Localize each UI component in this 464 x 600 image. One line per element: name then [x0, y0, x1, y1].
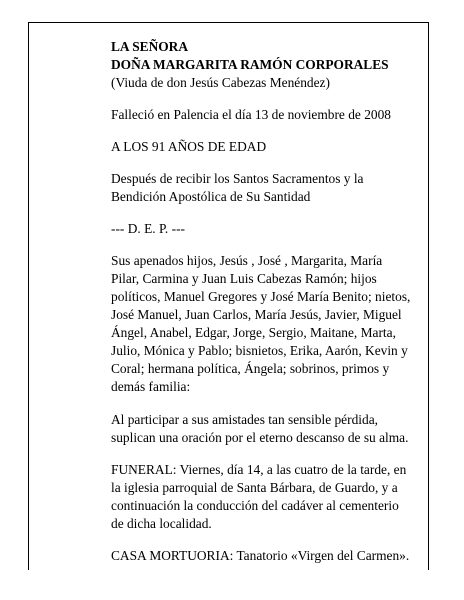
family-line: demás familia: — [111, 379, 191, 394]
family-line: Coral; hermana política, Ángela; sobrinos, primos y — [111, 361, 390, 376]
age-block — [111, 138, 427, 156]
message-line-2: suplican una oración por el eterno descanso de su alma. — [111, 430, 409, 445]
family-line: Ángel, Anabel, Edgar, Jorge, Sergio, Maitane, Marta, — [111, 325, 396, 340]
funeral-line: de dicha localidad. — [111, 516, 212, 531]
widow-note: (Viuda de don Jesús Cabezas Menéndez) — [111, 75, 330, 90]
message-line-1: Al participar a sus amistades tan sensible pérdida, — [111, 412, 378, 427]
mortuary-text: CASA MORTUORIA: Tanatorio «Virgen del Carmen». — [111, 548, 410, 563]
family-line: Pilar, Carmina y Juan Luis Cabezas Ramón; hijos — [111, 271, 377, 286]
family-line: Sus apenados hijos, Jesús , José , Margarita, María — [111, 253, 383, 268]
family-line: Julio, Mónica y Pablo; bisnietos, Erika, Aarón, Kevin y — [111, 343, 408, 358]
funeral-line: continuación la conducción del cadáver al cementerio — [111, 498, 399, 513]
funeral-block — [111, 461, 427, 533]
mortuary-block — [111, 547, 427, 565]
funeral-line: FUNERAL: Viernes, día 14, a las cuatro de la tarde, en — [111, 462, 407, 477]
header-block — [111, 38, 427, 92]
family-line: José Manuel, Juan Carlos, María Jesús, Javier, Miguel — [111, 307, 402, 322]
family-line: políticos, Manuel Gregores y José María Benito; nietos, — [111, 289, 411, 304]
sacraments-line-2: Bendición Apostólica de Su Santidad — [111, 189, 311, 204]
deceased-name: DOÑA MARGARITA RAMÓN CORPORALES — [111, 57, 389, 72]
dep-text: --- D. E. P. --- — [111, 221, 186, 236]
title-line: LA SEÑORA — [111, 39, 189, 54]
family-block — [111, 252, 427, 396]
dep-block — [111, 220, 427, 238]
sacraments-block — [111, 170, 427, 206]
sacraments-line-1: Después de recibir los Santos Sacramentos y la — [111, 171, 364, 186]
death-date-text: Falleció en Palencia el día 13 de noviembre de 2008 — [111, 107, 391, 122]
message-block — [111, 411, 427, 447]
death-block — [111, 106, 427, 124]
funeral-line: la iglesia parroquial de Santa Bárbara, de Guardo, y a — [111, 480, 398, 495]
obituary-content — [111, 38, 427, 579]
age-text: A LOS 91 AÑOS DE EDAD — [111, 139, 267, 154]
